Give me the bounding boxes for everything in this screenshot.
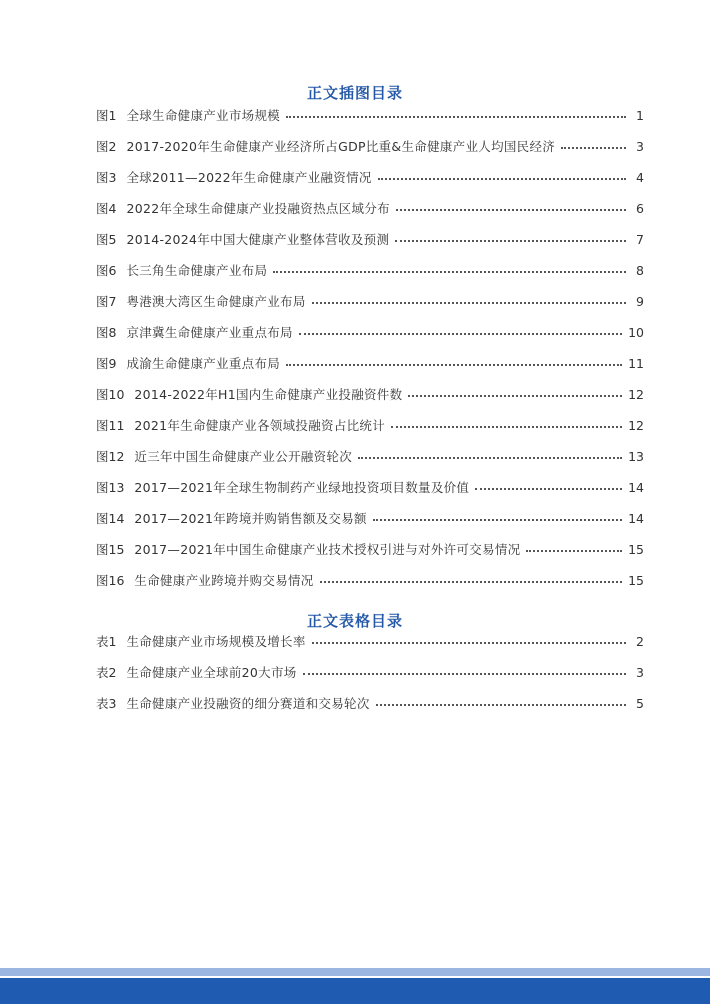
figures-heading: 正文插图目录 [306, 84, 403, 102]
table-toc-entry[interactable] [96, 696, 644, 727]
figures-toc-list [96, 108, 644, 604]
toc-entry-title: 近三年中国生命健康产业公开融资轮次 [134, 449, 353, 464]
toc-entry-title: 2017—2021年全球生物制药产业绿地投资项目数量及价值 [134, 480, 470, 495]
toc-page-number: 1 [636, 108, 644, 123]
toc-entry-title: 生命健康产业全球前20大市场 [126, 665, 297, 680]
figure-toc-entry[interactable] [96, 108, 644, 139]
figure-toc-entry[interactable] [96, 139, 644, 170]
figure-toc-entry[interactable] [96, 573, 644, 604]
figure-toc-entry[interactable] [96, 387, 644, 418]
tables-heading: 正文表格目录 [306, 612, 403, 630]
figure-toc-entry[interactable] [96, 232, 644, 263]
figure-toc-entry[interactable] [96, 294, 644, 325]
toc-dot-leader [312, 292, 626, 304]
figure-toc-entry[interactable] [96, 356, 644, 387]
figure-toc-entry[interactable] [96, 418, 644, 449]
toc-page-number: 3 [636, 665, 644, 680]
toc-dot-leader [391, 416, 622, 428]
toc-dot-leader [475, 478, 622, 490]
toc-entry-title: 全球生命健康产业市场规模 [126, 108, 281, 123]
figure-toc-entry[interactable] [96, 201, 644, 232]
toc-page-number: 3 [636, 139, 644, 154]
toc-page-number: 10 [628, 325, 644, 340]
toc-entry-label: 图8 [96, 325, 117, 340]
figure-toc-entry[interactable] [96, 263, 644, 294]
toc-entry-title: 2021年生命健康产业各领域投融资占比统计 [134, 418, 386, 433]
toc-entry-label: 图5 [96, 232, 117, 247]
toc-dot-leader [303, 663, 626, 675]
footer-band-light [0, 968, 710, 976]
toc-dot-leader [408, 385, 622, 397]
toc-entry-label: 图10 [96, 387, 125, 402]
toc-page-number: 15 [628, 573, 644, 588]
toc-entry-title: 2017—2021年跨境并购销售额及交易额 [134, 511, 367, 526]
toc-entry-label: 图16 [96, 573, 125, 588]
toc-entry-title: 长三角生命健康产业布局 [126, 263, 268, 278]
figure-toc-entry[interactable] [96, 511, 644, 542]
toc-page-number: 12 [628, 387, 644, 402]
toc-entry-title: 2017-2020年生命健康产业经济所占GDP比重&生命健康产业人均国民经济 [126, 139, 556, 154]
toc-dot-leader [373, 509, 622, 521]
figure-toc-entry[interactable] [96, 480, 644, 511]
toc-entry-label: 图12 [96, 449, 125, 464]
toc-entry-title: 2017—2021年中国生命健康产业技术授权引进与对外许可交易情况 [134, 542, 521, 557]
toc-entry-label: 图9 [96, 356, 117, 371]
toc-dot-leader [376, 694, 626, 706]
toc-entry-title: 粤港澳大湾区生命健康产业布局 [126, 294, 306, 309]
toc-dot-leader [378, 168, 626, 180]
toc-entry-label: 表3 [96, 696, 117, 711]
toc-entry-title: 2022年全球生命健康产业投融资热点区域分布 [126, 201, 390, 216]
toc-dot-leader [299, 323, 622, 335]
toc-entry-label: 图15 [96, 542, 125, 557]
footer-band-dark [0, 978, 710, 1004]
toc-dot-leader [396, 199, 626, 211]
toc-dot-leader [395, 230, 626, 242]
toc-dot-leader [561, 137, 626, 149]
toc-page-number: 15 [628, 542, 644, 557]
toc-entry-title: 生命健康产业市场规模及增长率 [126, 634, 306, 649]
toc-entry-label: 表2 [96, 665, 117, 680]
table-toc-entry[interactable] [96, 665, 644, 696]
toc-entry-title: 生命健康产业跨境并购交易情况 [134, 573, 314, 588]
figure-toc-entry[interactable] [96, 449, 644, 480]
toc-page-number: 12 [628, 418, 644, 433]
toc-page-number: 14 [628, 480, 644, 495]
toc-entry-label: 图11 [96, 418, 125, 433]
table-toc-entry[interactable] [96, 634, 644, 665]
toc-page-number: 8 [636, 263, 644, 278]
toc-entry-label: 图14 [96, 511, 125, 526]
toc-entry-title: 生命健康产业投融资的细分赛道和交易轮次 [126, 696, 370, 711]
toc-entry-title: 2014-2024年中国大健康产业整体营收及预测 [126, 232, 390, 247]
toc-dot-leader [358, 447, 622, 459]
toc-entry-label: 图4 [96, 201, 117, 216]
toc-page-number: 4 [636, 170, 644, 185]
toc-page-number: 14 [628, 511, 644, 526]
toc-entry-title: 成渝生命健康产业重点布局 [126, 356, 281, 371]
figure-toc-entry[interactable] [96, 542, 644, 573]
toc-page-number: 5 [636, 696, 644, 711]
toc-page-number: 2 [636, 634, 644, 649]
toc-entry-label: 图13 [96, 480, 125, 495]
toc-page-number: 9 [636, 294, 644, 309]
toc-entry-title: 京津冀生命健康产业重点布局 [126, 325, 293, 340]
toc-page-number: 6 [636, 201, 644, 216]
toc-dot-leader [286, 354, 622, 366]
toc-page-number: 11 [628, 356, 644, 371]
toc-entry-label: 图2 [96, 139, 117, 154]
toc-entry-label: 图7 [96, 294, 117, 309]
toc-entry-label: 图3 [96, 170, 117, 185]
toc-entry-label: 表1 [96, 634, 117, 649]
figure-toc-entry[interactable] [96, 170, 644, 201]
toc-entry-title: 全球2011—2022年生命健康产业融资情况 [126, 170, 372, 185]
figure-toc-entry[interactable] [96, 325, 644, 356]
tables-toc-list [96, 634, 644, 727]
toc-dot-leader [286, 106, 626, 118]
toc-page-number: 7 [636, 232, 644, 247]
toc-dot-leader [320, 571, 622, 583]
toc-dot-leader [273, 261, 626, 273]
toc-dot-leader [312, 632, 626, 644]
toc-entry-label: 图1 [96, 108, 117, 123]
toc-dot-leader [526, 540, 622, 552]
toc-page-number: 13 [628, 449, 644, 464]
toc-entry-label: 图6 [96, 263, 117, 278]
toc-entry-title: 2014-2022年H1国内生命健康产业投融资件数 [134, 387, 403, 402]
